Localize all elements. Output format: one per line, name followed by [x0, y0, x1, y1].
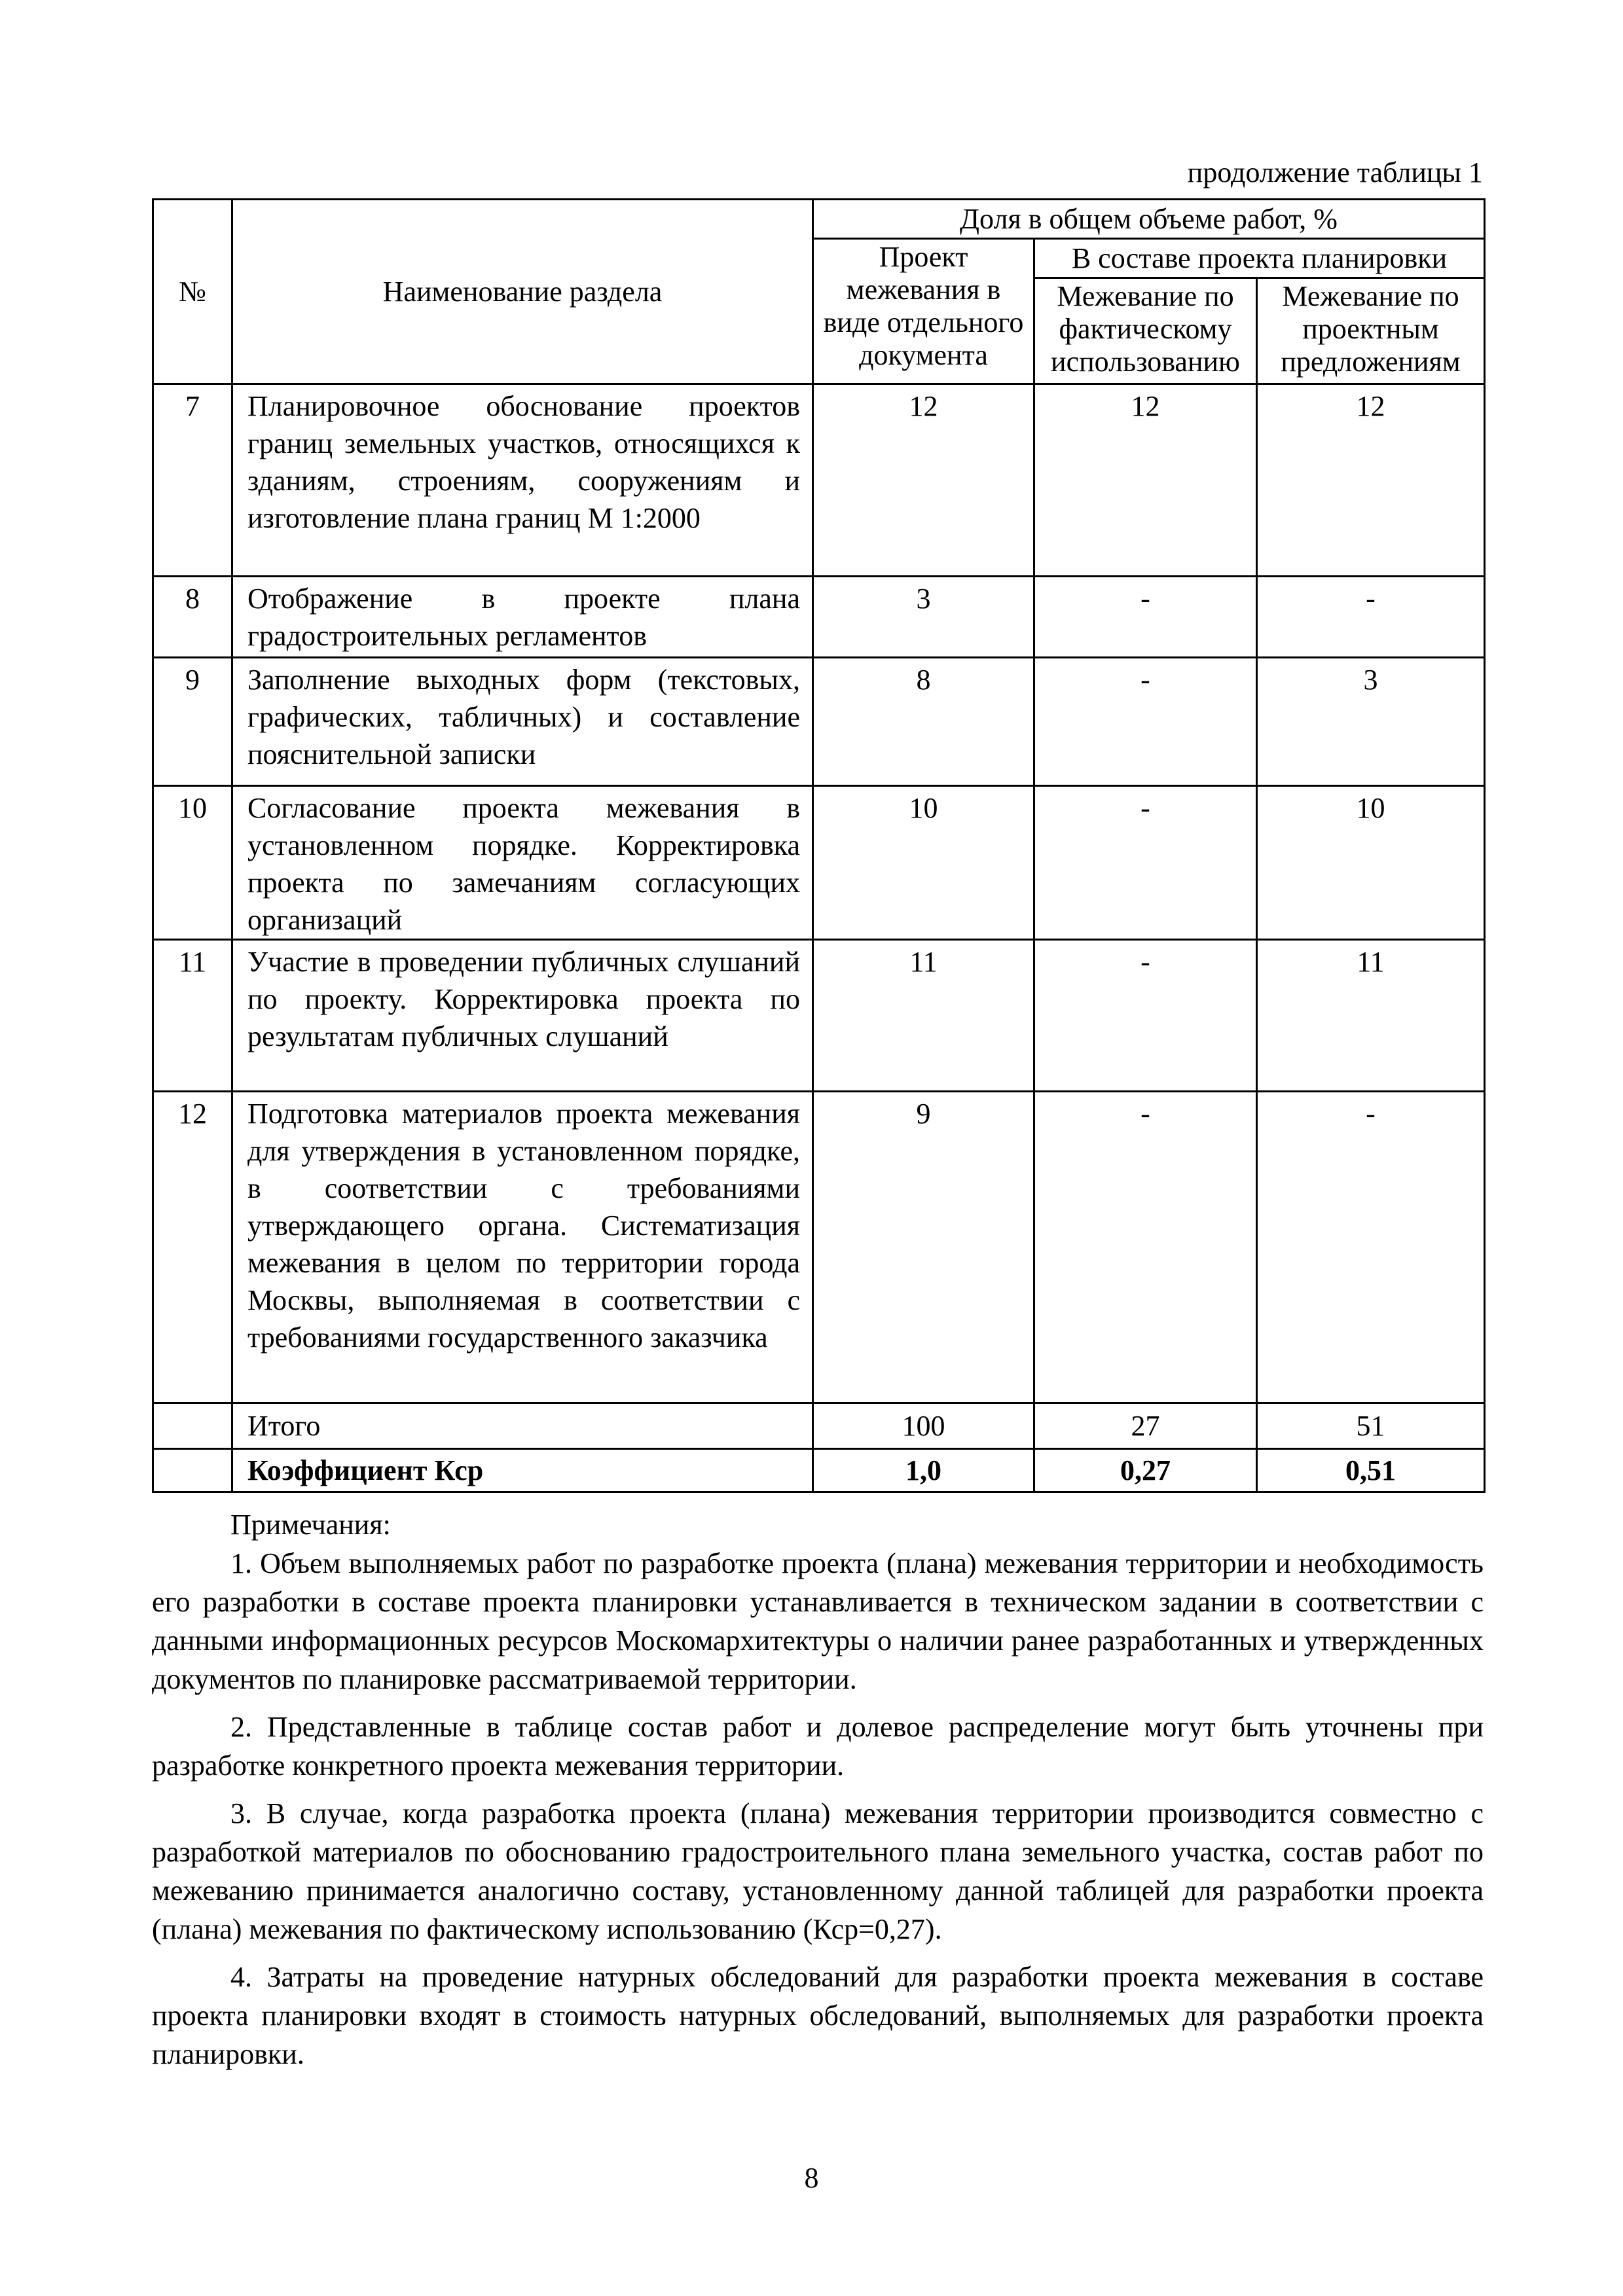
row-separate: 8: [813, 658, 1034, 786]
row-name: Согласование проекта межевания в установленном порядке. Корректировка проекта по замечаниям согласующих организаций: [232, 786, 813, 940]
row-actual: -: [1034, 786, 1257, 940]
table-row: [153, 786, 1485, 940]
row-actual: -: [1034, 1092, 1257, 1403]
table-row: [153, 1092, 1485, 1403]
notes-title: Примечания:: [230, 1509, 391, 1541]
total-proposed: 51: [1257, 1403, 1485, 1449]
row-num: 7: [153, 384, 232, 577]
row-name: Заполнение выходных форм (текстовых, графических, табличных) и составление пояснительной записки: [232, 658, 813, 786]
note-2: 2. Представленные в таблице состав работ и долевое распределение могут быть уточнены при разработке конкретного проекта межевания территории.: [152, 1711, 1484, 1782]
note-4: 4. Затраты на проведение натурных обследований для разработки проекта межевания в составе проекта планировки входят в стоимость натурных обследований, выполняемых для разработки проекта планировки.: [152, 1961, 1484, 2070]
work-share-table: [152, 198, 1486, 1493]
coef-label: Коэффициент Кср: [232, 1449, 813, 1492]
row-separate: 3: [813, 577, 1034, 658]
row-name: Отображение в проекте плана градостроительных регламентов: [232, 577, 813, 658]
note-3: 3. В случае, когда разработка проекта (плана) межевания территории производится совместно с разработкой материалов по обоснованию градостроительного плана земельного участка, состав работ по межеванию принимается аналогично составу, установленному данной таблицей для разработки проекта (плана) межевания по фактическому использованию (Кср=0,27).: [152, 1797, 1484, 1945]
row-actual: -: [1034, 577, 1257, 658]
total-label: Итого: [232, 1403, 813, 1449]
header-proposed: Межевание по проектным предложениям: [1257, 278, 1485, 384]
table-row: [153, 940, 1485, 1092]
row-actual: 12: [1034, 384, 1257, 577]
row-proposed: -: [1257, 1092, 1485, 1403]
row-proposed: -: [1257, 577, 1485, 658]
row-proposed: 3: [1257, 658, 1485, 786]
header-name: Наименование раздела: [232, 200, 813, 384]
coefficient-row: [153, 1449, 1485, 1492]
coef-proposed: 0,51: [1257, 1449, 1485, 1492]
row-name: Планировочное обоснование проектов границ земельных участков, относящихся к зданиям, строениям, сооружениям и изготовление плана границ М 1:2000: [232, 384, 813, 577]
row-num: 8: [153, 577, 232, 658]
coef-actual: 0,27: [1034, 1449, 1257, 1492]
row-name: Подготовка материалов проекта межевания для утверждения в установленном порядке, в соответствии с требованиями утверждающего органа. Систематизация межевания в целом по территории города Москвы, выполняемая в соответствии с требованиями государственного заказчика: [232, 1092, 813, 1403]
row-separate: 9: [813, 1092, 1034, 1403]
table-row: [153, 658, 1485, 786]
row-actual: -: [1034, 940, 1257, 1092]
row-num: 11: [153, 940, 232, 1092]
row-separate: 12: [813, 384, 1034, 577]
total-actual: 27: [1034, 1403, 1257, 1449]
page-number: 8: [804, 2162, 819, 2194]
continuation-label: продолжение таблицы 1: [1187, 156, 1483, 188]
header-num: №: [153, 200, 232, 384]
table-row: [153, 577, 1485, 658]
row-separate: 10: [813, 786, 1034, 940]
coef-separate: 1,0: [813, 1449, 1034, 1492]
notes-section: [152, 1505, 1484, 2083]
total-separate: 100: [813, 1403, 1034, 1449]
header-share: Доля в общем объеме работ, %: [813, 200, 1485, 239]
row-separate: 11: [813, 940, 1034, 1092]
row-num: 9: [153, 658, 232, 786]
row-name: Участие в проведении публичных слушаний по проекту. Корректировка проекта по результатам публичных слушаний: [232, 940, 813, 1092]
note-1: 1. Объем выполняемых работ по разработке проекта (плана) межевания территории и необходимость его разработки в составе проекта планировки устанавливается в техническом задании в соответствии с данными информационных ресурсов Москомархитектуры о наличии ранее разработанных и утвержденных документов по планировке рассматриваемой территории.: [152, 1547, 1484, 1695]
row-num: 12: [153, 1092, 232, 1403]
row-proposed: 12: [1257, 384, 1485, 577]
table-row: [153, 384, 1485, 577]
row-actual: -: [1034, 658, 1257, 786]
total-row: [153, 1403, 1485, 1449]
coef-num: [153, 1449, 232, 1492]
header-actual: Межевание по фактическому использованию: [1034, 278, 1257, 384]
header-separate: Проект межевания в виде отдельного документа: [813, 239, 1034, 384]
row-num: 10: [153, 786, 232, 940]
row-proposed: 11: [1257, 940, 1485, 1092]
row-proposed: 10: [1257, 786, 1485, 940]
total-num: [153, 1403, 232, 1449]
header-in-plan: В составе проекта планировки: [1034, 239, 1485, 278]
